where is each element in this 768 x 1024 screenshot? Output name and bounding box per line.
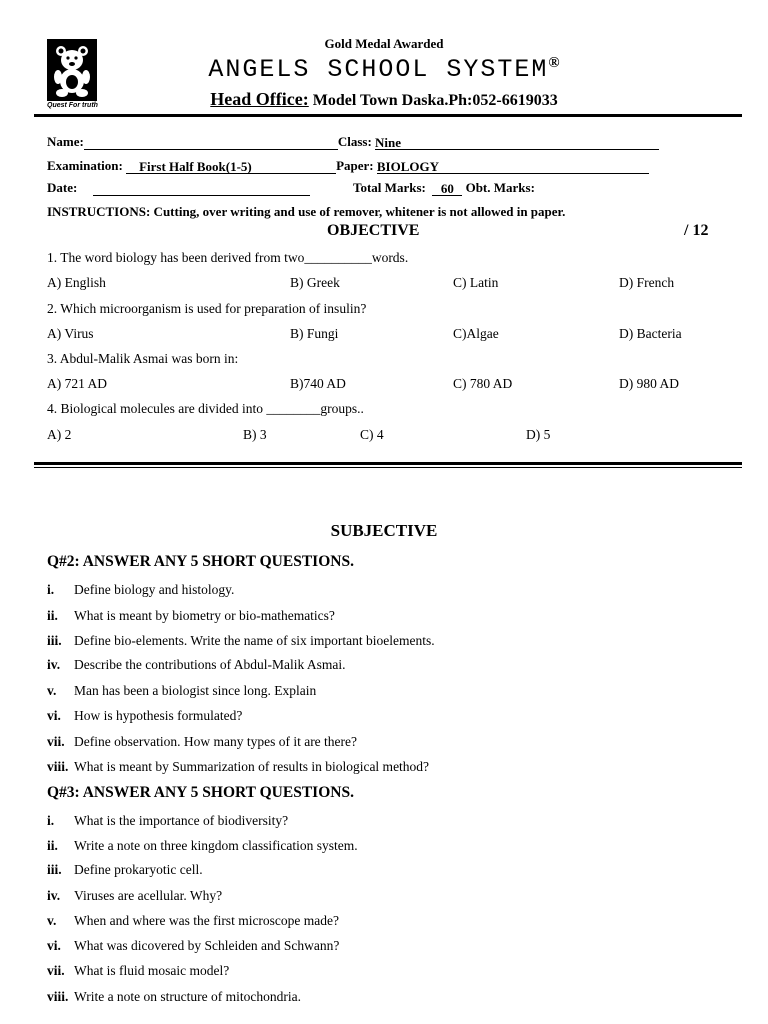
mcq-option: C) 4 <box>360 427 384 442</box>
head-office-label: Head Office: <box>210 89 309 109</box>
question-number: iv. <box>47 657 61 672</box>
award-text: Gold Medal Awarded <box>324 36 444 51</box>
question-number: vi. <box>47 708 61 723</box>
objective-title: OBJECTIVE <box>327 222 420 239</box>
mcq-question: 4. Biological molecules are divided into ________groups.. <box>47 401 364 416</box>
objective-marks: / 12 <box>684 222 709 239</box>
exam-label: Examination: <box>47 158 123 173</box>
mcq-question: 2. Which microorganism is used for preparation of insulin? <box>47 301 367 316</box>
question-text: Viruses are acellular. Why? <box>74 888 223 903</box>
short-question <box>47 582 234 598</box>
question-number: vi. <box>47 938 61 953</box>
paper-value: BIOLOGY <box>376 159 440 174</box>
short-question <box>47 683 316 699</box>
question-number: viii. <box>47 759 69 774</box>
mcq-option: A) 721 AD <box>47 376 107 391</box>
question-text: Write a note on three kingdom classification system. <box>74 838 358 853</box>
school-name-text: ANGELS SCHOOL SYSTEM <box>208 55 549 84</box>
question-text: Define bio-elements. Write the name of six important bioelements. <box>74 633 435 648</box>
mcq-option: B)740 AD <box>290 376 346 391</box>
exam-value: First Half Book(1-5) <box>139 159 252 174</box>
exam-line <box>126 159 336 174</box>
short-question <box>47 938 339 954</box>
short-question <box>47 813 288 829</box>
question-heading: Q#3: ANSWER ANY 5 SHORT QUESTIONS. <box>47 784 354 801</box>
mcq-question: 3. Abdul-Malik Asmai was born in: <box>47 351 239 366</box>
question-text: Man has been a biologist since long. Explain <box>74 683 317 698</box>
name-field <box>47 134 659 150</box>
mcq-option: A) Virus <box>47 326 94 341</box>
short-question <box>47 862 203 878</box>
marks-field <box>353 180 535 196</box>
question-text: What is meant by biometry or bio-mathematics? <box>74 608 335 623</box>
short-question <box>47 963 229 979</box>
short-question <box>47 913 339 929</box>
exam-field <box>47 158 649 174</box>
school-name <box>0 55 768 84</box>
question-text: When and where was the first microscope made? <box>74 913 340 928</box>
short-question <box>47 989 301 1005</box>
paper-label: Paper: <box>336 158 374 173</box>
question-text: How is hypothesis formulated? <box>74 708 243 723</box>
question-text: Write a note on structure of mitochondria. <box>74 989 302 1004</box>
short-question <box>47 608 335 624</box>
total-marks-label: Total Marks: <box>353 180 426 195</box>
question-text: What was dicovered by Schleiden and Schwann? <box>74 938 340 953</box>
question-number: iv. <box>47 888 61 903</box>
total-marks-value: 60 <box>440 181 454 196</box>
registered-mark: ® <box>548 55 560 71</box>
date-field <box>47 180 77 196</box>
head-office-address: Model Town Daska.Ph:052-6619033 <box>312 92 558 109</box>
short-question <box>47 888 222 904</box>
header-rule <box>34 114 742 117</box>
question-number: i. <box>47 813 55 828</box>
short-question <box>47 633 435 649</box>
question-text: Describe the contributions of Abdul-Malik Asmai. <box>74 657 346 672</box>
class-line <box>375 135 659 150</box>
mcq-option: B) Fungi <box>290 326 339 341</box>
question-text: What is fluid mosaic model? <box>74 963 230 978</box>
short-question <box>47 657 345 673</box>
instructions: INSTRUCTIONS: Cutting, over writing and use of remover, whitener is not allowed in paper. <box>47 204 566 219</box>
mcq-option: A) 2 <box>47 427 72 442</box>
obt-marks-label: Obt. Marks: <box>465 180 535 195</box>
short-question <box>47 838 358 854</box>
logo-caption: Quest For truth <box>47 102 98 109</box>
question-heading: Q#2: ANSWER ANY 5 SHORT QUESTIONS. <box>47 553 354 570</box>
short-question <box>47 759 429 775</box>
question-number: v. <box>47 913 57 928</box>
paper-line <box>377 159 649 174</box>
short-question <box>47 708 242 724</box>
section-rule-thick <box>34 462 742 465</box>
mcq-option: B) 3 <box>243 427 267 442</box>
short-question <box>47 734 357 750</box>
question-number: ii. <box>47 838 58 853</box>
mcq-question: 1. The word biology has been derived from two__________words. <box>47 250 409 265</box>
class-value: Nine <box>375 135 402 150</box>
question-number: v. <box>47 683 57 698</box>
question-text: What is meant by Summarization of results in biological method? <box>74 759 430 774</box>
mcq-option: A) English <box>47 275 106 290</box>
section-rule-thin <box>34 467 742 468</box>
question-text: Define prokaryotic cell. <box>74 862 203 877</box>
total-marks-line <box>432 181 462 196</box>
date-line <box>93 181 310 196</box>
class-label: Class: <box>337 134 372 149</box>
mcq-option: B) Greek <box>290 275 340 290</box>
mcq-option: D) 5 <box>526 427 551 442</box>
name-label: Name: <box>47 134 84 149</box>
mcq-option: C)Algae <box>453 326 499 341</box>
mcq-option: D) Bacteria <box>619 326 682 341</box>
date-label: Date: <box>47 180 78 195</box>
question-number: viii. <box>47 989 69 1004</box>
date-line-wrap <box>93 180 310 196</box>
question-number: iii. <box>47 633 62 648</box>
question-number: vii. <box>47 734 65 749</box>
question-text: What is the importance of biodiversity? <box>74 813 289 828</box>
mcq-option: D) French <box>619 275 675 290</box>
question-number: ii. <box>47 608 58 623</box>
question-number: vii. <box>47 963 65 978</box>
question-text: Define biology and histology. <box>74 582 235 597</box>
mcq-option: D) 980 AD <box>619 376 679 391</box>
mcq-option: C) Latin <box>453 275 499 290</box>
subjective-title: SUBJECTIVE <box>330 521 438 540</box>
question-number: i. <box>47 582 55 597</box>
mcq-option: C) 780 AD <box>453 376 513 391</box>
name-line <box>84 135 338 150</box>
question-number: iii. <box>47 862 62 877</box>
head-office <box>0 89 768 110</box>
question-text: Define observation. How many types of it are there? <box>74 734 358 749</box>
